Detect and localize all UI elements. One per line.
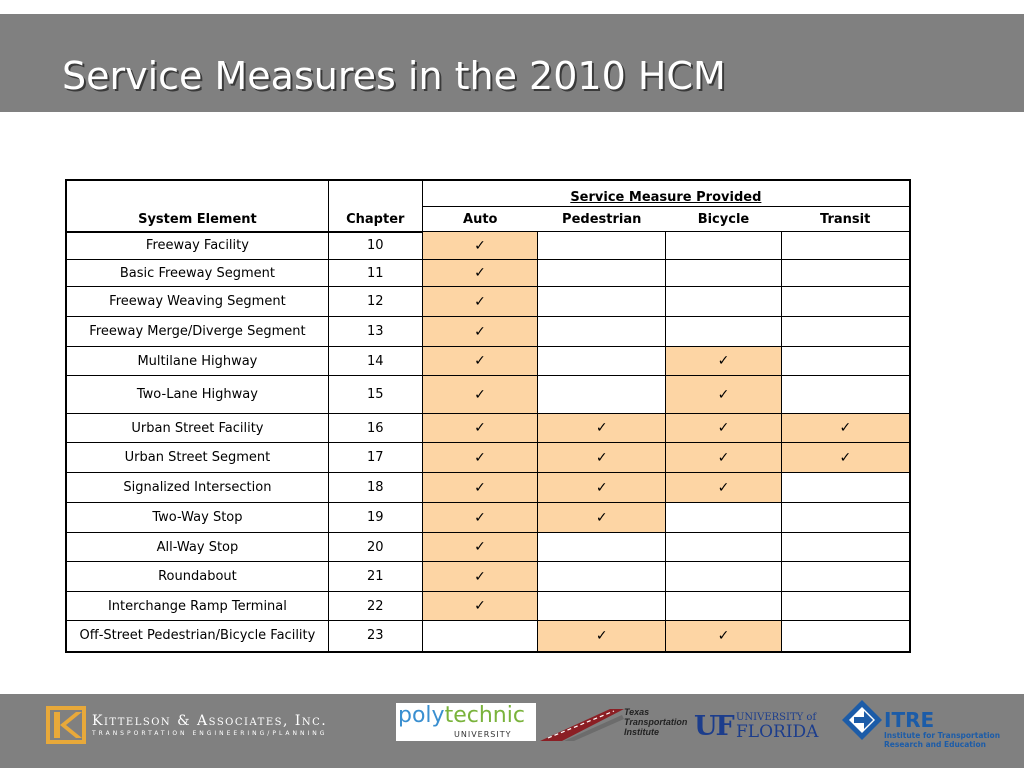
table-row [66,232,910,260]
checkmark-icon: ✓ [717,627,730,644]
col-header-transit: Transit [781,207,910,232]
pedestrian-cell [538,473,666,503]
itre-subtitle-line1: Institute for Transportation [884,731,1001,740]
auto-cell [422,592,538,621]
system-element-cell: Two-Lane Highway [66,376,328,414]
auto-cell [422,443,538,473]
itre-wordmark: ITRE [884,708,935,732]
polytechnic-university-text: UNIVERSITY [454,730,512,739]
auto-cell [422,621,538,652]
bicycle-cell [666,473,782,503]
itre-subtitle-line2: Research and Education [884,740,986,749]
checkmark-icon: ✓ [595,420,608,436]
system-element-cell: Interchange Ramp Terminal [66,592,328,621]
kittelson-name: Kittelson & Associates, Inc. [92,713,328,729]
group-header-cell [422,180,910,207]
checkmark-icon: ✓ [474,420,486,436]
table-row [66,287,910,317]
tti-logo [540,705,690,743]
chapter-cell: 15 [328,376,422,414]
pedestrian-cell [538,562,666,592]
col-header-auto: Auto [422,207,538,232]
checkmark-icon: ✓ [474,479,486,496]
col-header-chapter: Chapter [328,180,422,232]
col-header-pedestrian: Pedestrian [538,207,666,232]
auto-cell [422,376,538,414]
tti-line-texas: Texas [624,707,650,717]
chapter-cell: 18 [328,473,422,503]
system-element-cell: Multilane Highway [66,347,328,376]
bicycle-cell [666,503,782,533]
chapter-cell: 13 [328,317,422,347]
pedestrian-cell [538,260,666,287]
itre-subtitle [884,731,1000,749]
bicycle-cell [666,287,782,317]
uf-logo [694,709,834,743]
transit-cell [781,562,910,592]
system-element-cell: Off-Street Pedestrian/Bicycle Facility [66,621,328,652]
bicycle-cell [666,533,782,562]
system-element-cell: Freeway Merge/Diverge Segment [66,317,328,347]
pedestrian-cell [538,347,666,376]
chapter-cell: 14 [328,347,422,376]
bicycle-cell [666,347,782,376]
table-row [66,621,910,652]
transit-cell [781,592,910,621]
kittelson-tagline: TRANSPORTATION ENGINEERING/PLANNING [92,730,328,737]
chapter-cell: 11 [328,260,422,287]
system-element-cell: Two-Way Stop [66,503,328,533]
auto-cell [422,317,538,347]
group-header-service-measure: Service Measure Provided [570,190,762,205]
table-row [66,592,910,621]
checkmark-icon: ✓ [839,420,852,436]
pedestrian-cell [538,443,666,473]
chapter-cell: 21 [328,562,422,592]
bicycle-cell [666,317,782,347]
chapter-cell: 17 [328,443,422,473]
table-row [66,260,910,287]
chapter-cell: 16 [328,414,422,443]
checkmark-icon: ✓ [595,627,608,644]
transit-cell [781,287,910,317]
bicycle-cell [666,232,782,260]
bicycle-cell [666,260,782,287]
bicycle-cell [666,414,782,443]
transit-cell [781,533,910,562]
itre-arrow-icon [842,700,882,740]
chapter-cell: 19 [328,503,422,533]
tti-text [624,707,694,737]
checkmark-icon: ✓ [474,568,486,585]
auto-cell [422,260,538,287]
table-row [66,443,910,473]
checkmark-icon: ✓ [474,323,486,340]
checkmark-icon: ✓ [839,449,852,466]
auto-cell [422,287,538,317]
pedestrian-cell [538,287,666,317]
auto-cell [422,562,538,592]
auto-cell [422,473,538,503]
pedestrian-cell [538,592,666,621]
bicycle-cell [666,621,782,652]
auto-cell [422,232,538,260]
auto-cell [422,414,538,443]
table-row [66,533,910,562]
pedestrian-cell [538,621,666,652]
tti-line-transportation: Transportation [624,717,688,727]
auto-cell [422,503,538,533]
uf-university-of: UNIVERSITY of [736,712,817,723]
col-header-system-element: System Element [66,180,328,232]
auto-cell [422,347,538,376]
polytechnic-wordmark [398,703,525,728]
system-element-cell: Freeway Weaving Segment [66,287,328,317]
transit-cell [781,414,910,443]
table-row [66,347,910,376]
tti-road-icon [540,705,624,743]
checkmark-icon: ✓ [595,509,608,526]
table-row [66,376,910,414]
pedestrian-cell [538,317,666,347]
col-header-bicycle: Bicycle [666,207,782,232]
transit-cell [781,621,910,652]
auto-cell [422,533,538,562]
chapter-cell: 10 [328,232,422,260]
pedestrian-cell [538,232,666,260]
transit-cell [781,443,910,473]
chapter-cell: 12 [328,287,422,317]
checkmark-icon: ✓ [474,598,486,614]
bicycle-cell [666,562,782,592]
checkmark-icon: ✓ [474,353,486,369]
transit-cell [781,347,910,376]
table-row [66,414,910,443]
itre-logo [842,698,1012,750]
checkmark-icon: ✓ [474,539,486,555]
polytechnic-logo [396,703,536,741]
pedestrian-cell [538,414,666,443]
transit-cell [781,503,910,533]
uf-monogram: UF [694,711,733,742]
checkmark-icon: ✓ [717,386,730,403]
checkmark-icon: ✓ [474,237,486,254]
bicycle-cell [666,376,782,414]
system-element-cell: Freeway Facility [66,232,328,260]
checkmark-icon: ✓ [474,449,486,466]
transit-cell [781,232,910,260]
slide-title: Service Measures in the 2010 HCM [62,54,726,98]
title-bar [0,14,1024,112]
tti-line-institute: Institute [624,727,659,737]
table-row [66,503,910,533]
checkmark-icon: ✓ [595,479,608,496]
checkmark-icon: ✓ [717,479,730,496]
poly-text: poly [398,703,445,728]
transit-cell [781,473,910,503]
table-row [66,562,910,592]
chapter-cell: 23 [328,621,422,652]
table-row [66,473,910,503]
checkmark-icon: ✓ [595,449,608,466]
checkmark-icon: ✓ [717,449,730,466]
system-element-cell: Roundabout [66,562,328,592]
checkmark-icon: ✓ [474,265,486,281]
checkmark-icon: ✓ [474,293,486,310]
system-element-cell: Signalized Intersection [66,473,328,503]
table-row [66,317,910,347]
system-element-cell: Basic Freeway Segment [66,260,328,287]
uf-florida: FLORIDA [736,722,819,742]
table-body [66,232,910,652]
system-element-cell: All-Way Stop [66,533,328,562]
bicycle-cell [666,443,782,473]
kittelson-k-logo [46,706,86,744]
transit-cell [781,260,910,287]
service-measures-table [65,179,911,653]
system-element-cell: Urban Street Segment [66,443,328,473]
checkmark-icon: ✓ [717,353,730,369]
chapter-cell: 20 [328,533,422,562]
system-element-cell: Urban Street Facility [66,414,328,443]
transit-cell [781,376,910,414]
checkmark-icon: ✓ [474,509,486,526]
checkmark-icon: ✓ [717,420,730,436]
technic-text: technic [444,703,525,728]
pedestrian-cell [538,503,666,533]
transit-cell [781,317,910,347]
bicycle-cell [666,592,782,621]
pedestrian-cell [538,376,666,414]
chapter-cell: 22 [328,592,422,621]
pedestrian-cell [538,533,666,562]
checkmark-icon: ✓ [474,386,486,403]
